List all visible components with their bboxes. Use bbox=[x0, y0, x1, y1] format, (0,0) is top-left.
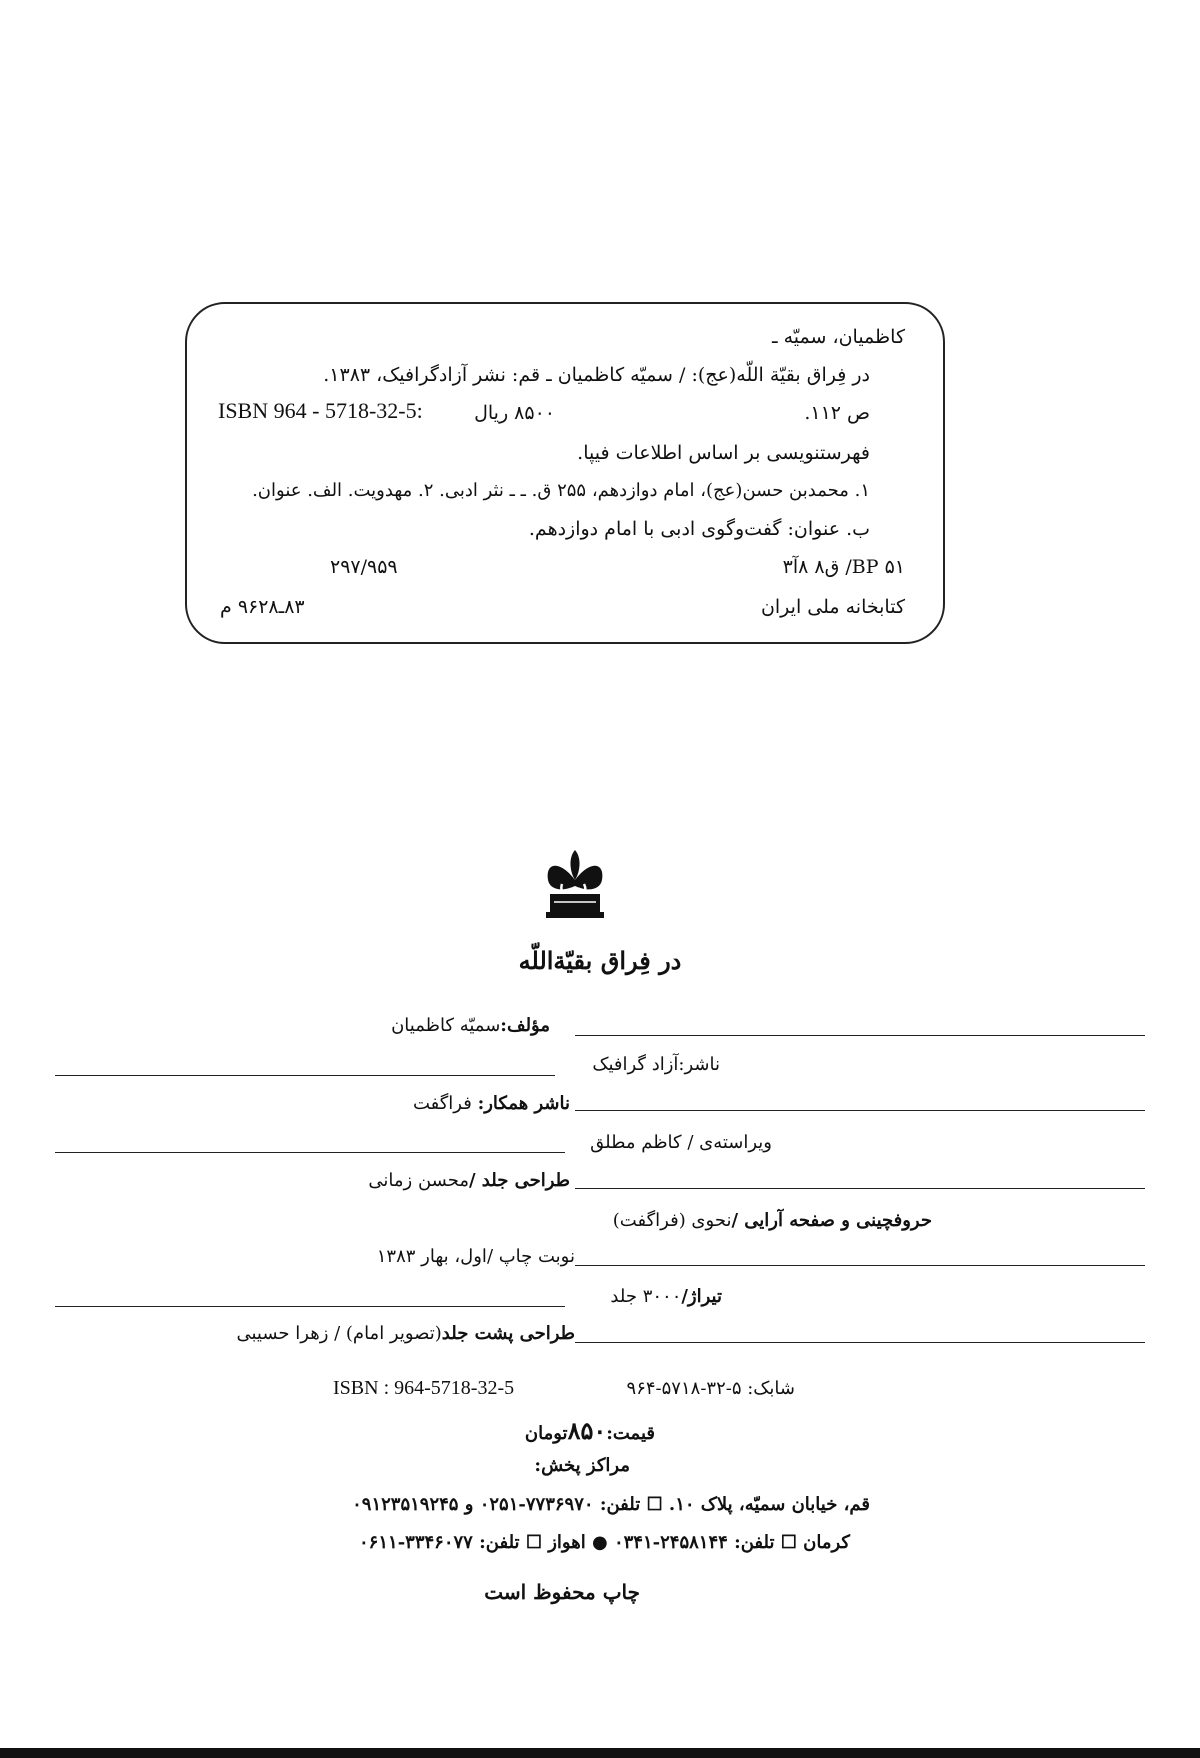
credit-label: طراحی جلد / bbox=[468, 1170, 570, 1191]
credit-label: طراحی پشت جلد bbox=[441, 1323, 575, 1344]
shabak: شابک: ۵-۳۲-۵۷۱۸-۹۶۴ bbox=[626, 1378, 795, 1399]
credit-circulation bbox=[610, 1286, 722, 1307]
catalog-price: ۸۵۰۰ ریال bbox=[474, 402, 555, 424]
isbn-line: ISBN : 964-5718-32-5 bbox=[333, 1377, 515, 1399]
credit-value: ۳۰۰۰ جلد bbox=[610, 1286, 682, 1307]
publisher-logo-icon bbox=[540, 840, 610, 922]
credit-typesetting bbox=[613, 1210, 932, 1231]
credit-rule bbox=[55, 1075, 555, 1076]
credit-author bbox=[391, 1015, 550, 1036]
price-label: قیمت: bbox=[606, 1423, 655, 1444]
distribution-kerman-ahvaz: کرمان ☐ تلفن: ۲۴۵۸۱۴۴-۰۳۴۱ ● اهواز ☐ تلفن: ۳۳۴۶۰۷۷-۰۶۱۱ bbox=[359, 1532, 850, 1553]
credit-value: سمیّه کاظمیان bbox=[391, 1015, 501, 1036]
credit-rule bbox=[575, 1265, 1145, 1266]
credit-print-run bbox=[377, 1246, 575, 1267]
catalog-card bbox=[185, 302, 945, 644]
credit-value: فراگفت bbox=[412, 1093, 478, 1114]
credit-cover-design bbox=[368, 1170, 570, 1191]
credit-rule bbox=[575, 1188, 1145, 1189]
credit-editor bbox=[590, 1132, 772, 1153]
price-amount: ۸۵۰ bbox=[567, 1416, 607, 1445]
catalog-note: فهرستنویسی بر اساس اطلاعات فیپا. bbox=[577, 442, 870, 464]
price-line bbox=[525, 1416, 655, 1445]
catalog-library-number: ۸۳ـ۹۶۲۸ م bbox=[220, 596, 305, 618]
credit-value: (تصویر امام) / زهرا حسیبی bbox=[236, 1323, 442, 1344]
credit-rule bbox=[575, 1110, 1145, 1111]
distribution-heading: مراکز پخش: bbox=[534, 1455, 630, 1476]
credit-label: ناشر: bbox=[678, 1054, 720, 1075]
credit-label: حروفچینی و صفحه آرایی / bbox=[731, 1210, 932, 1231]
credit-rule bbox=[55, 1152, 565, 1153]
book-title: در فِراق بقیّة‌اللّه bbox=[518, 946, 682, 975]
credit-rule bbox=[575, 1342, 1145, 1343]
credit-label: نوبت چاپ / bbox=[486, 1246, 575, 1267]
credit-rule bbox=[575, 1035, 1145, 1036]
catalog-dewey: ۲۹۷/۹۵۹ bbox=[330, 556, 398, 578]
credit-value: محسن زمانی bbox=[368, 1170, 469, 1191]
distribution-qom: قم، خیابان سمیّه، پلاک ۱۰. ☐ تلفن: ۷۷۳۶۹۷۰-۰۲۵۱ و ۰۹۱۲۳۵۱۹۲۴۵ bbox=[352, 1494, 870, 1515]
credit-label: ویراسته‌ی / bbox=[681, 1132, 772, 1153]
credit-label: مؤلف: bbox=[500, 1015, 550, 1036]
catalog-pages: ص ۱۱۲. bbox=[804, 402, 870, 424]
credit-value: اول، بهار ۱۳۸۳ bbox=[376, 1246, 487, 1267]
copyright-notice: چاپ محفوظ است bbox=[484, 1580, 640, 1604]
credit-publisher bbox=[592, 1054, 720, 1075]
catalog-isbn: ISBN 964 - 5718-32-5: bbox=[218, 398, 423, 423]
credit-value: نحوی (فراگفت) bbox=[612, 1210, 732, 1231]
catalog-lc-class: BP ۵۱/ ق۸ ۸آ۳ bbox=[782, 556, 905, 578]
credit-value: آزاد گرافیک bbox=[592, 1054, 679, 1075]
catalog-library: کتابخانه ملی ایران bbox=[760, 596, 905, 618]
credit-label: ناشر همکار: bbox=[477, 1093, 570, 1114]
price-unit: تومان bbox=[524, 1423, 568, 1444]
credit-co-publisher bbox=[413, 1093, 570, 1114]
credit-rule bbox=[55, 1306, 565, 1307]
catalog-subject-1: ۱. محمدبن حسن(عج)، امام دوازدهم، ۲۵۵ ق. ـ ـ نثر ادبی. ۲. مهدویت. الف. عنوان. bbox=[252, 480, 870, 501]
bottom-scan-edge bbox=[0, 1748, 1200, 1758]
catalog-title: در فِراق بقیّة اللّه(عج): / سمیّه کاظمیان ـ قم: نشر آزادگرافیک، ۱۳۸۳. bbox=[323, 364, 870, 386]
credit-value: کاظم مطلق bbox=[590, 1132, 682, 1153]
catalog-author: کاظمیان، سمیّه ـ bbox=[771, 326, 905, 348]
credit-label: تیراژ/ bbox=[681, 1286, 722, 1307]
credit-back-cover bbox=[237, 1323, 576, 1344]
catalog-subject-2: ب. عنوان: گفت‌وگوی ادبی با امام دوازدهم. bbox=[528, 518, 870, 540]
